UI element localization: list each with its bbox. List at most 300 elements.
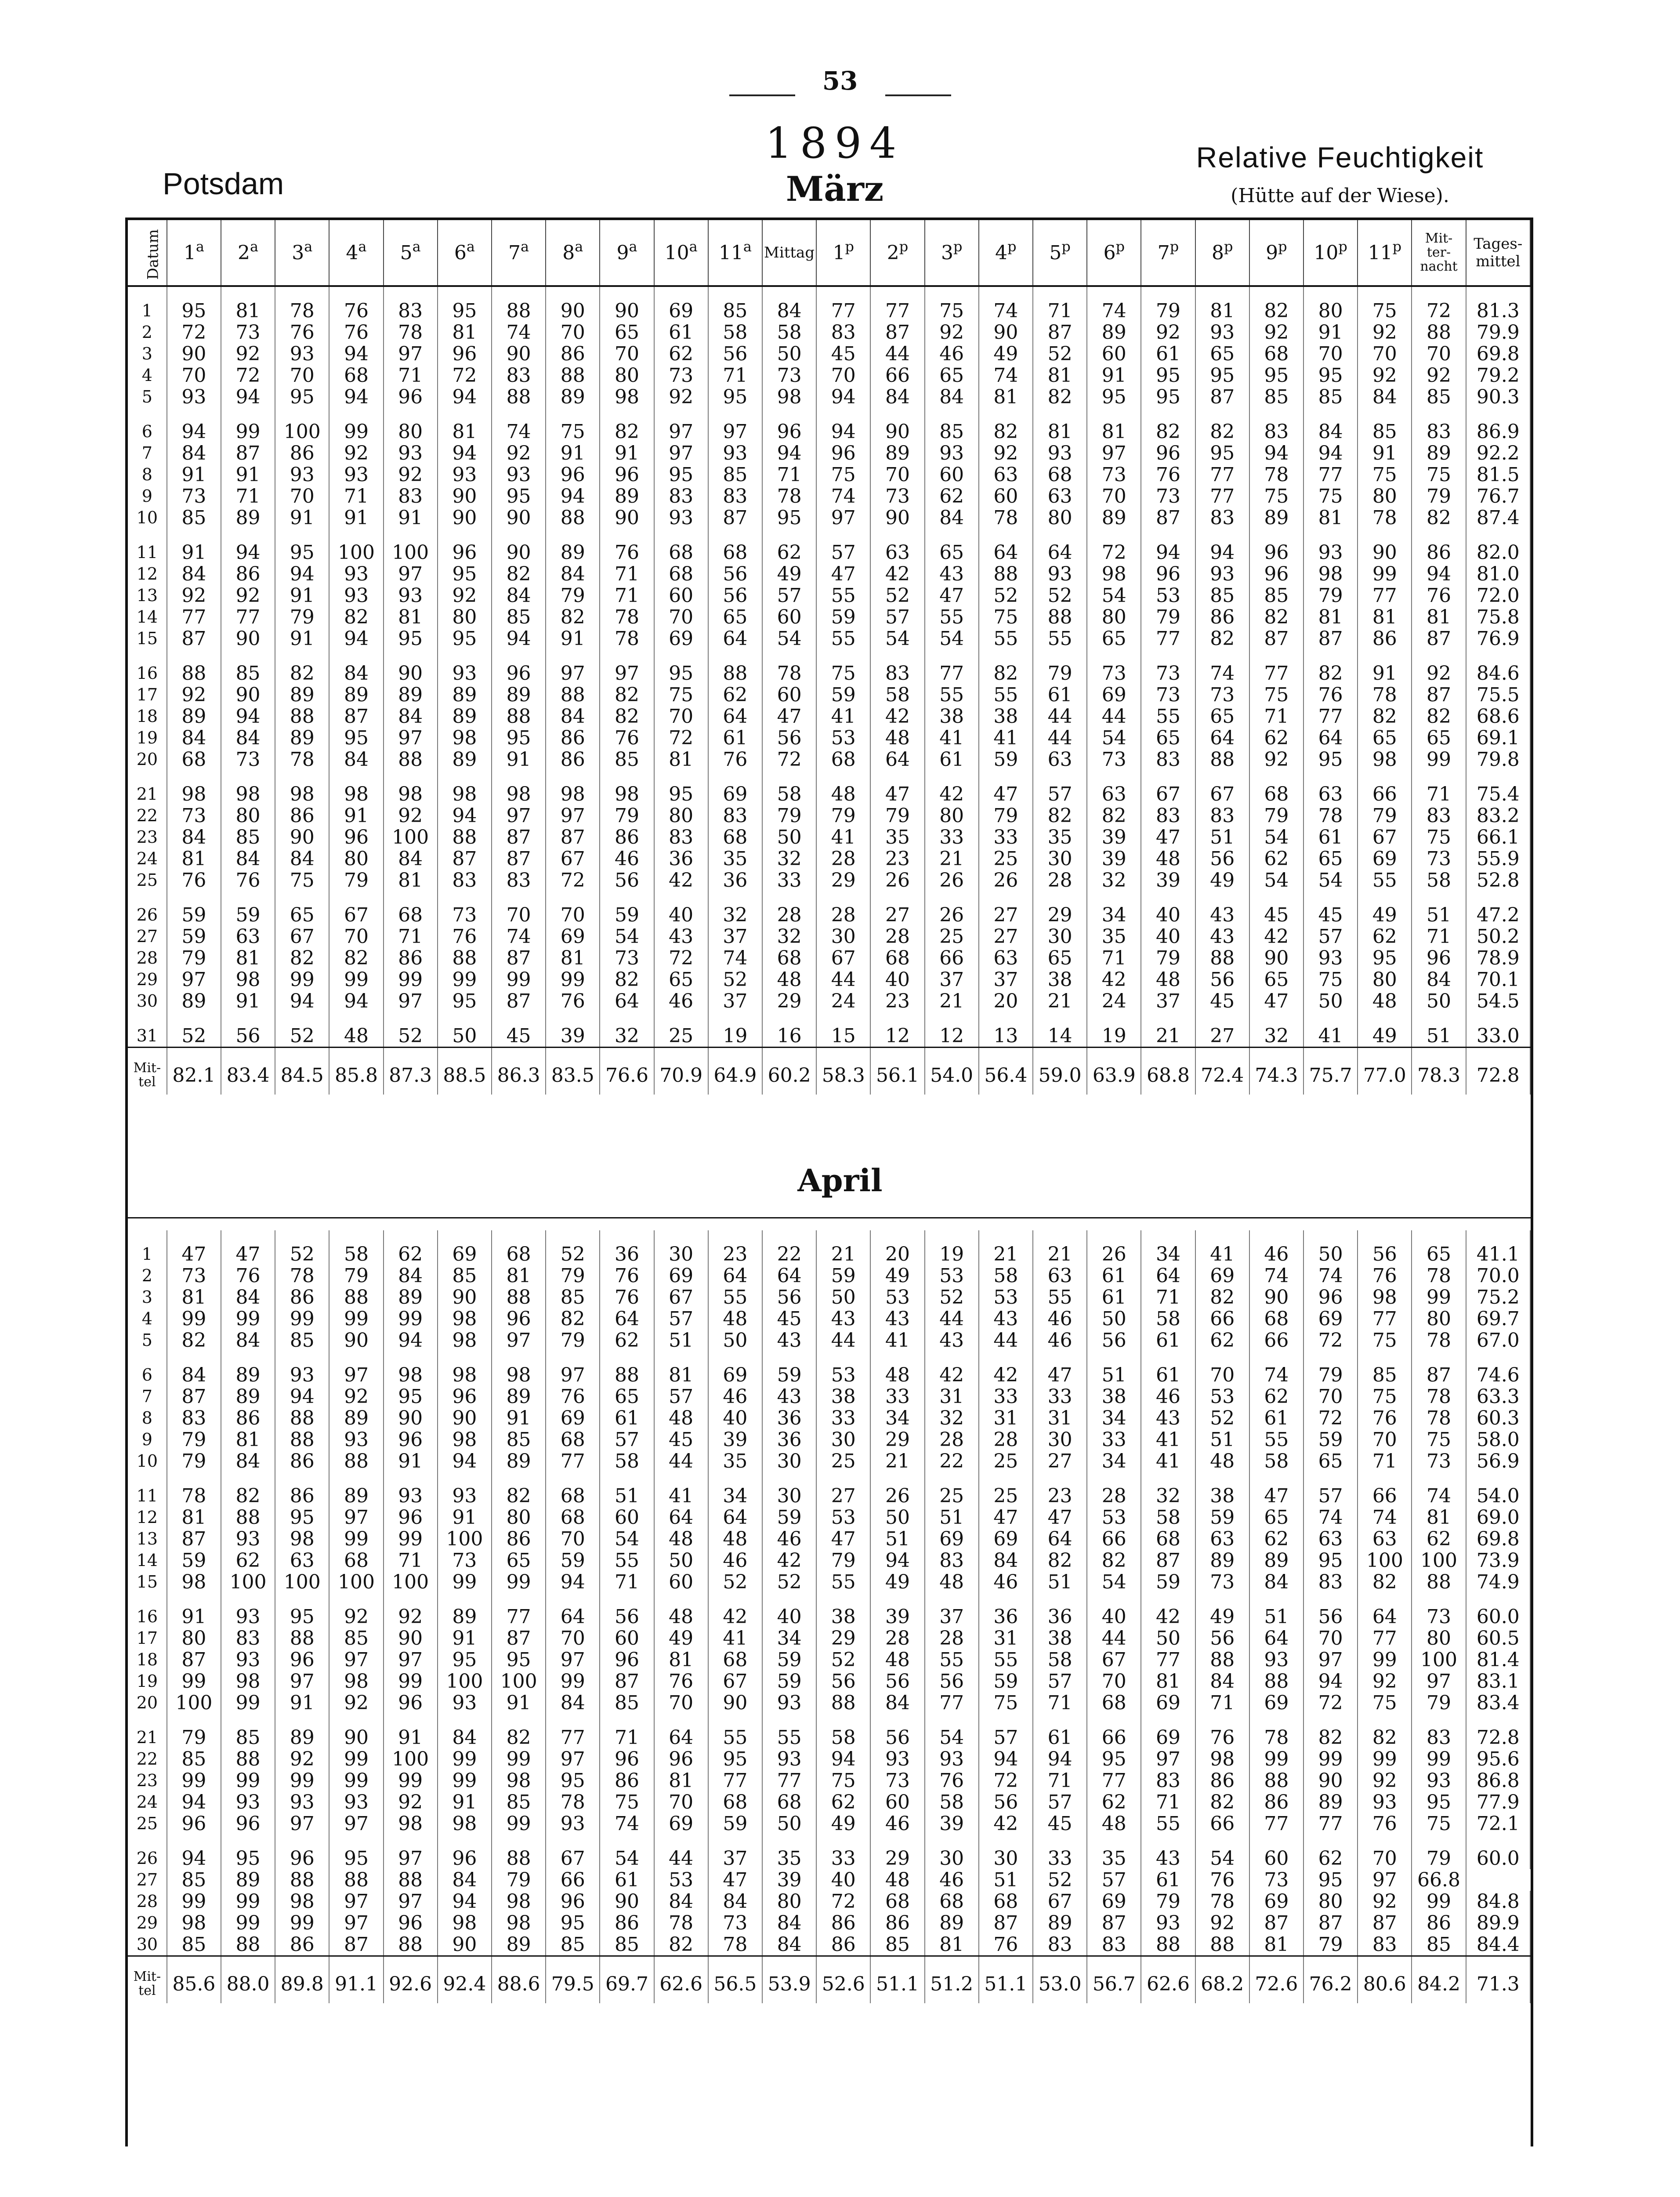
value-cell: 89 xyxy=(546,529,600,563)
value-cell: 41 xyxy=(708,1628,762,1649)
month-title-maerz: März xyxy=(786,169,884,209)
value-cell: 99 xyxy=(492,1571,546,1593)
value-cell: 96 xyxy=(1412,947,1466,969)
value-cell: 76 xyxy=(1141,464,1195,486)
table-row xyxy=(128,628,1530,649)
value-cell: 22 xyxy=(762,1230,816,1265)
value-cell: 54 xyxy=(1195,1834,1249,1869)
table-row xyxy=(128,926,1530,947)
table-row xyxy=(128,365,1530,386)
value-cell: 82 xyxy=(600,706,654,727)
value-cell: 82 xyxy=(1358,706,1412,727)
value-cell: 62 xyxy=(654,343,708,365)
value-cell: 29 xyxy=(816,1628,870,1649)
value-cell: 98 xyxy=(546,770,600,805)
value-cell: 58 xyxy=(816,1714,870,1748)
value-cell: 84 xyxy=(979,1550,1033,1571)
value-cell: 96 xyxy=(167,1813,221,1834)
value-cell: 99 xyxy=(275,1308,329,1330)
value-cell: 33 xyxy=(1087,1429,1141,1450)
mittel-value: 58.3 xyxy=(816,1048,870,1095)
value-cell: 86 xyxy=(275,442,329,464)
day-cell: 27 xyxy=(128,1869,167,1891)
value-cell: 64 xyxy=(546,1593,600,1628)
value-cell: 32 xyxy=(708,891,762,926)
value-cell: 78 xyxy=(384,322,438,343)
value-cell: 83 xyxy=(1412,408,1466,442)
value-cell: 95 xyxy=(708,1748,762,1770)
value-cell: 33 xyxy=(816,1407,870,1429)
value-cell: 32 xyxy=(1249,1012,1303,1048)
value-cell: 66 xyxy=(1195,1308,1249,1330)
value-cell: 90 xyxy=(600,1891,654,1912)
value-cell: 51 xyxy=(1412,891,1466,926)
value-cell: 84 xyxy=(329,649,383,684)
value-cell: 78 xyxy=(762,486,816,507)
mittel-value: 88.0 xyxy=(221,1956,275,2004)
value-cell: 73 xyxy=(1195,1571,1249,1593)
value-cell: 76 xyxy=(600,727,654,749)
value-cell: 51 xyxy=(600,1472,654,1507)
value-cell: 86 xyxy=(1249,1791,1303,1813)
value-cell: 98 xyxy=(438,1429,492,1450)
table-row xyxy=(128,1230,1530,1265)
value-cell: 56 xyxy=(762,1287,816,1308)
value-cell: 89 xyxy=(1087,507,1141,529)
value-cell: 87 xyxy=(979,1912,1033,1934)
value-cell: 64 xyxy=(1141,1265,1195,1287)
value-cell: 70 xyxy=(167,365,221,386)
value-cell: 90 xyxy=(979,322,1033,343)
value-cell: 42 xyxy=(654,870,708,891)
value-cell: 64 xyxy=(600,990,654,1012)
value-cell: 100 xyxy=(492,1671,546,1692)
value-cell: 86 xyxy=(221,563,275,585)
value-cell: 88 xyxy=(1195,947,1249,969)
value-cell: 50 xyxy=(762,1813,816,1834)
value-cell: 48 xyxy=(1195,1450,1249,1472)
value-cell: 95 xyxy=(438,563,492,585)
value-cell: 55 xyxy=(1358,870,1412,891)
value-cell: 64 xyxy=(1249,1628,1303,1649)
value-cell: 59 xyxy=(816,606,870,628)
value-cell: 88 xyxy=(275,1407,329,1429)
value-cell: 59 xyxy=(979,1671,1033,1692)
value-cell: 76.7 xyxy=(1466,486,1530,507)
value-cell: 48 xyxy=(870,1869,924,1891)
value-cell: 55 xyxy=(762,1714,816,1748)
header-4p: 4$^p$ xyxy=(979,220,1033,286)
value-cell: 91 xyxy=(275,507,329,529)
value-cell: 44 xyxy=(979,1330,1033,1351)
value-cell: 63 xyxy=(1303,1528,1358,1550)
value-cell: 92 xyxy=(438,585,492,606)
value-cell: 52 xyxy=(1033,1869,1087,1891)
value-cell: 82 xyxy=(1303,1714,1358,1748)
value-cell: 99 xyxy=(384,969,438,990)
value-cell: 83.4 xyxy=(1466,1692,1530,1714)
value-cell: 88 xyxy=(546,365,600,386)
value-cell: 100 xyxy=(275,408,329,442)
value-cell: 47 xyxy=(1249,1472,1303,1507)
value-cell: 99 xyxy=(1412,1287,1466,1308)
value-cell: 44 xyxy=(1087,1628,1141,1649)
value-cell: 88 xyxy=(384,1934,438,1956)
mittel-value: 59.0 xyxy=(1033,1048,1087,1095)
value-cell: 26 xyxy=(979,870,1033,891)
value-cell: 99 xyxy=(492,1813,546,1834)
value-cell: 85 xyxy=(1195,585,1249,606)
value-cell: 87 xyxy=(600,1671,654,1692)
value-cell: 97 xyxy=(492,1330,546,1351)
value-cell: 65 xyxy=(1249,969,1303,990)
value-cell: 87 xyxy=(1412,628,1466,649)
value-cell: 40 xyxy=(1141,926,1195,947)
value-cell: 35 xyxy=(708,848,762,870)
mittel-value: 91.1 xyxy=(329,1956,383,2004)
day-cell: 28 xyxy=(128,1891,167,1912)
value-cell: 75 xyxy=(546,408,600,442)
value-cell: 43 xyxy=(1195,891,1249,926)
value-cell: 92 xyxy=(384,464,438,486)
value-cell: 95 xyxy=(1087,1748,1141,1770)
value-cell: 73 xyxy=(167,1265,221,1287)
table-row xyxy=(128,1692,1530,1714)
value-cell: 83.2 xyxy=(1466,805,1530,827)
day-cell: 1 xyxy=(128,1230,167,1265)
value-cell: 100 xyxy=(1412,1649,1466,1671)
value-cell: 68 xyxy=(384,891,438,926)
value-cell: 99 xyxy=(438,969,492,990)
value-cell: 38 xyxy=(1087,1386,1141,1407)
value-cell: 67 xyxy=(329,891,383,926)
value-cell: 26 xyxy=(925,891,979,926)
value-cell: 23 xyxy=(1033,1472,1087,1507)
value-cell: 95 xyxy=(438,628,492,649)
value-cell: 90 xyxy=(221,628,275,649)
value-cell: 87 xyxy=(870,322,924,343)
value-cell: 30 xyxy=(654,1230,708,1265)
value-cell: 93 xyxy=(384,1472,438,1507)
value-cell: 33 xyxy=(816,1834,870,1869)
value-cell: 44 xyxy=(870,343,924,365)
value-cell: 96 xyxy=(275,1834,329,1869)
value-cell: 99 xyxy=(329,1308,383,1330)
value-cell: 81 xyxy=(1087,408,1141,442)
value-cell: 89 xyxy=(167,990,221,1012)
value-cell: 32 xyxy=(1141,1472,1195,1507)
table-row xyxy=(128,770,1530,805)
value-cell: 80 xyxy=(221,805,275,827)
value-cell: 99 xyxy=(167,1671,221,1692)
value-cell: 56 xyxy=(979,1791,1033,1813)
value-cell: 48 xyxy=(1141,848,1195,870)
day-cell: 9 xyxy=(128,1429,167,1450)
value-cell: 93 xyxy=(762,1692,816,1714)
value-cell: 93 xyxy=(275,343,329,365)
value-cell: 30 xyxy=(925,1834,979,1869)
value-cell: 66.1 xyxy=(1466,827,1530,848)
value-cell: 20 xyxy=(979,990,1033,1012)
value-cell: 77 xyxy=(546,1714,600,1748)
value-cell: 13 xyxy=(979,1012,1033,1048)
value-cell: 79 xyxy=(1033,649,1087,684)
table-row xyxy=(128,408,1530,442)
value-cell: 69 xyxy=(1303,1308,1358,1330)
value-cell: 90 xyxy=(438,507,492,529)
value-cell: 82 xyxy=(1195,628,1249,649)
value-cell: 91 xyxy=(384,507,438,529)
day-cell: 7 xyxy=(128,1386,167,1407)
value-cell: 81 xyxy=(1303,507,1358,529)
value-cell: 40 xyxy=(708,1407,762,1429)
value-cell: 96 xyxy=(492,649,546,684)
value-cell: 52 xyxy=(979,585,1033,606)
value-cell: 69.0 xyxy=(1466,1507,1530,1528)
value-cell: 81 xyxy=(438,322,492,343)
value-cell: 57 xyxy=(654,1386,708,1407)
value-cell: 57 xyxy=(870,606,924,628)
value-cell: 61 xyxy=(654,322,708,343)
value-cell: 36 xyxy=(1033,1593,1087,1628)
value-cell: 91 xyxy=(221,990,275,1012)
value-cell: 88 xyxy=(1249,1770,1303,1791)
value-cell: 97 xyxy=(329,1813,383,1834)
day-cell: 8 xyxy=(128,1407,167,1429)
value-cell: 90.3 xyxy=(1466,386,1530,408)
mittel-value: 52.6 xyxy=(816,1956,870,2004)
header-9a: 9$^a$ xyxy=(600,220,654,286)
value-cell: 93 xyxy=(1141,1912,1195,1934)
value-cell: 82 xyxy=(1141,408,1195,442)
value-cell: 100 xyxy=(384,529,438,563)
value-cell: 44 xyxy=(654,1834,708,1869)
value-cell: 50 xyxy=(708,1330,762,1351)
value-cell: 97 xyxy=(275,1813,329,1834)
value-cell: 50 xyxy=(1087,1308,1141,1330)
value-cell: 70.0 xyxy=(1466,1265,1530,1287)
value-cell: 79 xyxy=(167,1714,221,1748)
value-cell: 87 xyxy=(1195,386,1249,408)
value-cell: 71 xyxy=(329,486,383,507)
value-cell: 73 xyxy=(1412,1450,1466,1472)
value-cell: 30 xyxy=(762,1450,816,1472)
value-cell: 49 xyxy=(1358,1012,1412,1048)
value-cell: 42 xyxy=(870,563,924,585)
value-cell: 83 xyxy=(1141,805,1195,827)
value-cell: 61 xyxy=(708,727,762,749)
value-cell: 73 xyxy=(167,486,221,507)
table-row xyxy=(128,322,1530,343)
value-cell: 65 xyxy=(1195,343,1249,365)
value-cell: 87 xyxy=(1358,1912,1412,1934)
value-cell: 78 xyxy=(275,749,329,770)
value-cell: 50 xyxy=(762,827,816,848)
value-cell: 75 xyxy=(816,1770,870,1791)
value-cell: 23 xyxy=(870,848,924,870)
value-cell: 87 xyxy=(708,507,762,529)
value-cell: 97 xyxy=(384,1649,438,1671)
value-cell: 83 xyxy=(384,286,438,322)
value-cell: 81 xyxy=(979,386,1033,408)
value-cell: 56 xyxy=(1195,1628,1249,1649)
value-cell: 94 xyxy=(275,563,329,585)
value-cell: 90 xyxy=(329,1714,383,1748)
value-cell: 100 xyxy=(1412,1550,1466,1571)
value-cell: 39 xyxy=(1087,827,1141,848)
value-cell: 91 xyxy=(167,529,221,563)
day-cell: 9 xyxy=(128,486,167,507)
value-cell: 54 xyxy=(1249,870,1303,891)
table-row xyxy=(128,870,1530,891)
value-cell: 51 xyxy=(1195,1429,1249,1450)
value-cell: 63 xyxy=(221,926,275,947)
value-cell: 84 xyxy=(1195,1671,1249,1692)
value-cell: 72 xyxy=(1303,1330,1358,1351)
value-cell: 54 xyxy=(600,1834,654,1869)
value-cell: 74 xyxy=(1087,286,1141,322)
value-cell: 81 xyxy=(546,947,600,969)
value-cell: 84 xyxy=(329,749,383,770)
value-cell: 81 xyxy=(1412,606,1466,628)
value-cell: 93 xyxy=(167,386,221,408)
value-cell: 48 xyxy=(762,969,816,990)
value-cell: 66 xyxy=(1195,1813,1249,1834)
value-cell: 88 xyxy=(1195,1649,1249,1671)
value-cell: 76 xyxy=(438,926,492,947)
value-cell: 24 xyxy=(816,990,870,1012)
value-cell: 85 xyxy=(221,1714,275,1748)
value-cell: 41 xyxy=(654,1472,708,1507)
day-cell: 29 xyxy=(128,1912,167,1934)
value-cell: 83 xyxy=(1033,1934,1087,1956)
value-cell: 99 xyxy=(1249,1748,1303,1770)
value-cell: 65 xyxy=(1087,628,1141,649)
value-cell: 61 xyxy=(1033,684,1087,706)
value-cell: 45 xyxy=(816,343,870,365)
value-cell: 75 xyxy=(979,606,1033,628)
value-cell: 95 xyxy=(654,770,708,805)
value-cell: 55 xyxy=(979,684,1033,706)
value-cell: 95 xyxy=(1412,1791,1466,1813)
value-cell: 75 xyxy=(1358,1692,1412,1714)
value-cell: 99 xyxy=(167,1891,221,1912)
value-cell: 30 xyxy=(979,1834,1033,1869)
value-cell: 35 xyxy=(1087,926,1141,947)
table-row xyxy=(128,848,1530,870)
value-cell: 58 xyxy=(600,1450,654,1472)
value-cell: 75 xyxy=(275,870,329,891)
value-cell: 93 xyxy=(221,1649,275,1671)
value-cell: 64 xyxy=(708,1265,762,1287)
value-cell: 94 xyxy=(1412,563,1466,585)
value-cell: 99 xyxy=(1358,1748,1412,1770)
value-cell: 82 xyxy=(1087,805,1141,827)
value-cell: 58 xyxy=(762,770,816,805)
value-cell: 68 xyxy=(762,1791,816,1813)
value-cell: 40 xyxy=(762,1593,816,1628)
mittel-value: 51.1 xyxy=(979,1956,1033,2004)
value-cell: 28 xyxy=(925,1429,979,1450)
value-cell: 28 xyxy=(870,926,924,947)
value-cell: 97 xyxy=(546,1351,600,1386)
value-cell: 33 xyxy=(762,870,816,891)
day-cell: 4 xyxy=(128,365,167,386)
value-cell: 81 xyxy=(654,1649,708,1671)
value-cell: 69 xyxy=(1249,1891,1303,1912)
value-cell: 46 xyxy=(1033,1330,1087,1351)
value-cell: 84 xyxy=(870,386,924,408)
value-cell: 97 xyxy=(384,727,438,749)
value-cell: 27 xyxy=(1033,1450,1087,1472)
value-cell: 73 xyxy=(654,365,708,386)
value-cell: 99 xyxy=(1412,1748,1466,1770)
value-cell: 85 xyxy=(600,1692,654,1714)
value-cell: 48 xyxy=(816,770,870,805)
value-cell: 52.8 xyxy=(1466,870,1530,891)
value-cell: 85 xyxy=(329,1628,383,1649)
value-cell: 28 xyxy=(870,1628,924,1649)
value-cell: 97 xyxy=(1303,1649,1358,1671)
value-cell: 84 xyxy=(384,1265,438,1287)
value-cell: 99 xyxy=(384,1308,438,1330)
day-cell: 28 xyxy=(128,947,167,969)
value-cell: 68 xyxy=(1249,343,1303,365)
value-cell: 77 xyxy=(1141,628,1195,649)
day-cell: 13 xyxy=(128,1528,167,1550)
value-cell: 73 xyxy=(708,1912,762,1934)
value-cell: 91 xyxy=(329,507,383,529)
value-cell: 96 xyxy=(1141,442,1195,464)
value-cell: 60.0 xyxy=(1466,1834,1530,1869)
value-cell: 55 xyxy=(1141,706,1195,727)
value-cell: 76 xyxy=(1412,585,1466,606)
value-cell: 88 xyxy=(546,507,600,529)
value-cell: 94 xyxy=(329,990,383,1012)
value-cell: 68 xyxy=(167,749,221,770)
value-cell: 82 xyxy=(1303,649,1358,684)
value-cell: 56 xyxy=(1195,848,1249,870)
value-cell: 46 xyxy=(654,990,708,1012)
value-cell: 60.5 xyxy=(1466,1628,1530,1649)
value-cell: 87 xyxy=(492,1628,546,1649)
value-cell: 38 xyxy=(1195,1472,1249,1507)
value-cell: 82 xyxy=(1195,1791,1249,1813)
value-cell: 71 xyxy=(600,1714,654,1748)
mittel-value: 68.8 xyxy=(1141,1048,1195,1095)
value-cell: 91 xyxy=(546,442,600,464)
value-cell: 99 xyxy=(1412,749,1466,770)
value-cell: 55 xyxy=(816,628,870,649)
value-cell: 84 xyxy=(925,507,979,529)
value-cell: 77 xyxy=(1358,1308,1412,1330)
header-4a: 4$^a$ xyxy=(329,220,383,286)
value-cell: 20 xyxy=(870,1230,924,1265)
day-cell: 8 xyxy=(128,464,167,486)
value-cell: 26 xyxy=(870,870,924,891)
value-cell: 86 xyxy=(1195,606,1249,628)
value-cell: 68 xyxy=(708,1791,762,1813)
value-cell: 85 xyxy=(1412,1934,1466,1956)
value-cell: 83 xyxy=(870,649,924,684)
mittel-value: 76.2 xyxy=(1303,1956,1358,2004)
value-cell: 71 xyxy=(384,365,438,386)
day-cell: 11 xyxy=(128,1472,167,1507)
value-cell: 88 xyxy=(492,286,546,322)
value-cell: 77 xyxy=(762,1770,816,1791)
value-cell: 77 xyxy=(925,1692,979,1714)
value-cell: 85 xyxy=(1303,386,1358,408)
